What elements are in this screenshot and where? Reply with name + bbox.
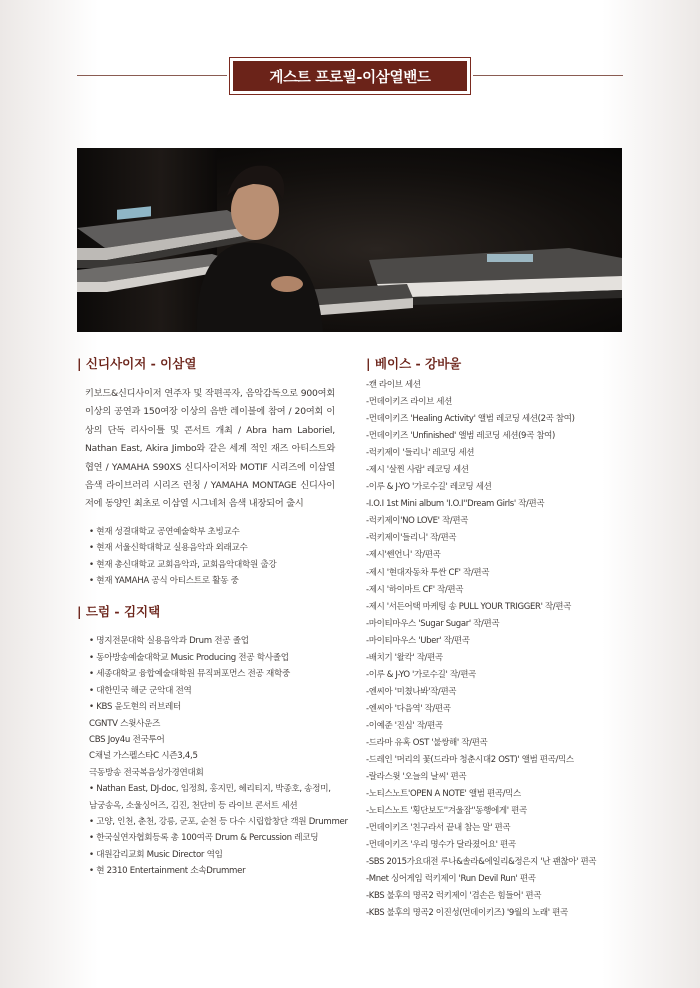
list-item: C채널 가스펠스타C 시즌3,4,5 — [89, 751, 198, 762]
list-item: • 현재 총신대학교 교회음악과, 교회음악대학원 출강 — [89, 559, 277, 570]
keyboard-photo — [77, 148, 622, 332]
list-item: • 현재 성결대학교 공연예술학부 초빙교수 — [89, 526, 240, 537]
list-item: -제시'쎈언니' 작/편곡 — [366, 550, 441, 561]
list-item: -드라마 유혹 OST '불쌍해' 작/편곡 — [366, 737, 488, 748]
bass-list — [366, 377, 636, 923]
title-rule-left — [77, 75, 227, 76]
page-title: 게스트 프로필-이삼열밴드 — [233, 61, 467, 91]
list-item: CBS Joy4u 전국투어 — [89, 734, 165, 745]
performer-hand — [271, 276, 303, 292]
drum-heading: | 드럼 - 김지택 — [77, 604, 161, 620]
list-item: -KBS 불후의 명곡2 이진성(먼데이키즈) '9월의 노래' 편곡 — [366, 908, 568, 919]
list-item: -캔 라이브 세션 — [366, 380, 421, 390]
right-column — [366, 355, 636, 923]
list-item: • Nathan East, DJ-doc, 임정희, 홍지민, 헤리티지, 박종호, 송정미, — [89, 784, 331, 795]
left-synth-display — [117, 206, 151, 220]
list-item: -먼데이키즈 '우리 명수가 달라졌어요' 편곡 — [366, 840, 516, 851]
list-item: -노티스노트 '횡단보도''겨울잠''동행에게' 편곡 — [366, 806, 527, 817]
title-rule-right — [473, 75, 623, 76]
list-item: -럭키제이 '들리니' 레코딩 세션 — [366, 448, 475, 459]
list-item: 극동방송 전국복음성가경연대회 — [89, 767, 204, 778]
list-item: -노티스노트'OPEN A NOTE' 앨범 편곡/믹스 — [366, 789, 521, 800]
list-item: -이예준 '진심' 작/편곡 — [366, 720, 443, 731]
list-item: • 세종대학교 융합예술대학원 뮤직퍼포먼스 전공 재학중 — [89, 669, 290, 680]
list-item: -제시 '현대자동차 투싼 CF' 작/편곡 — [366, 567, 490, 578]
list-item: -먼데이키즈 'Unfinished' 앨범 레코딩 세션(9곡 참여) — [366, 431, 556, 442]
list-item: • 고양, 인천, 춘천, 강릉, 군포, 순천 등 다수 시립합창단 객원 Drummer — [89, 816, 348, 827]
list-item: • KBS 윤도현의 러브레터 — [89, 702, 182, 713]
list-item: • 명지전문대학 실용음악과 Drum 전공 졸업 — [89, 636, 249, 647]
photo-illustration — [77, 148, 622, 332]
list-item: 남궁송옥, 소울싱어즈, 김진, 천단비 등 라이브 콘서트 세션 — [89, 800, 298, 811]
list-item: CGNTV 스윗사운즈 — [89, 718, 161, 729]
list-item: -엔씨아 '다음역' 작/편곡 — [366, 703, 451, 714]
bass-heading: | 베이스 - 강바울 — [366, 356, 462, 371]
list-item: -SBS 2015가요대전 루나&솔라&에일리&정은지 '난 괜찮아' 편곡 — [366, 857, 597, 868]
list-item: -먼데이키즈 '친구라서 끝내 참는 말' 편곡 — [366, 823, 511, 834]
list-item: • 대원감리교회 Music Director 역임 — [89, 849, 223, 860]
list-item: -랄라스윗 '오늘의 날씨' 편곡 — [366, 772, 467, 783]
list-item: -먼데이키즈 'Healing Activity' 앨범 레코딩 세션(2곡 참여) — [366, 414, 575, 425]
list-item: -먼데이키즈 라이브 세션 — [366, 397, 453, 408]
list-item: • 현재 서울신학대학교 실용음악과 외래교수 — [89, 543, 248, 554]
list-item: -제시 '살찐 사람' 레코딩 세션 — [366, 465, 469, 476]
left-column — [77, 355, 348, 880]
list-item: -Mnet 싱어게임 럭키제이 'Run Devil Run' 편곡 — [366, 874, 536, 885]
synth-list — [79, 524, 335, 590]
list-item: -이루 & J-YO '가로수길' 작/편곡 — [366, 669, 476, 680]
list-item: -KBS 불후의 명곡2 럭키제이 '겸손은 힘들어' 편곡 — [366, 891, 542, 902]
list-item: -드레인 '머리의 꽃(드라마 청춘시대2 OST)' 앨범 편곡/믹스 — [366, 755, 574, 766]
list-item: • 현재 YAMAHA 공식 아티스트로 활동 중 — [89, 576, 239, 587]
list-item: -마이티마우스 'Uber' 작/편곡 — [366, 635, 470, 646]
performer-face — [231, 180, 279, 240]
list-item: -이루 & J-YO '가로수길' 레코딩 세션 — [366, 482, 492, 493]
list-item: -럭키제이'들리니' 작/편곡 — [366, 533, 457, 544]
synth-heading: | 신디사이저 - 이삼열 — [77, 356, 197, 371]
drum-list — [79, 633, 348, 879]
list-item: • 현 2310 Entertainment 소속Drummer — [89, 866, 246, 877]
list-item: • 대한민국 해군 군악대 전역 — [89, 685, 192, 696]
synth-bio: 키보드&신디사이저 연주자 및 작편곡자, 음악감독으로 900여회 이상의 공연과 150여장 이상의 음반 레이블에 참여 / 20여회 이상의 단독 리사이틀 및 콘서트 개최 / Abra ham Laboriel, Nathan East, Akira Jimbo와 같은 세계 적인 재즈 아티스트와 협연 / YAMAHA S90XS 신디사이저와 MOTIF 시리즈에 이삼열 음색 라이브러리 시리즈 런칭 / YAMAHA MONTAGE 신디사이저에 동양인 최초로 이삼열 시그네처 음색 내장되어 출시 — [85, 388, 335, 510]
right-synth-display — [487, 254, 533, 262]
list-item: -제시 '하이마트 CF' 작/편곡 — [366, 584, 464, 595]
list-item: -배치기 '왈칵' 작/편곡 — [366, 652, 443, 663]
list-item: -마이티마우스 'Sugar Sugar' 작/편곡 — [366, 618, 500, 629]
list-item: -제시 '서든어택 마케팅 송 PULL YOUR TRIGGER' 작/편곡 — [366, 601, 572, 612]
list-item: -I.O.I 1st Mini album 'I.O.I''Dream Girls' 작/편곡 — [366, 499, 545, 510]
list-item: -럭키제이'NO LOVE' 작/편곡 — [366, 516, 469, 527]
list-item: -엔씨아 '미쳤나봐'작/편곡 — [366, 686, 457, 697]
list-item: • 한국실연자협회등록 총 100여곡 Drum & Percussion 레코딩 — [89, 833, 319, 844]
list-item: • 동아방송예술대학교 Music Producing 전공 학사졸업 — [89, 652, 289, 663]
